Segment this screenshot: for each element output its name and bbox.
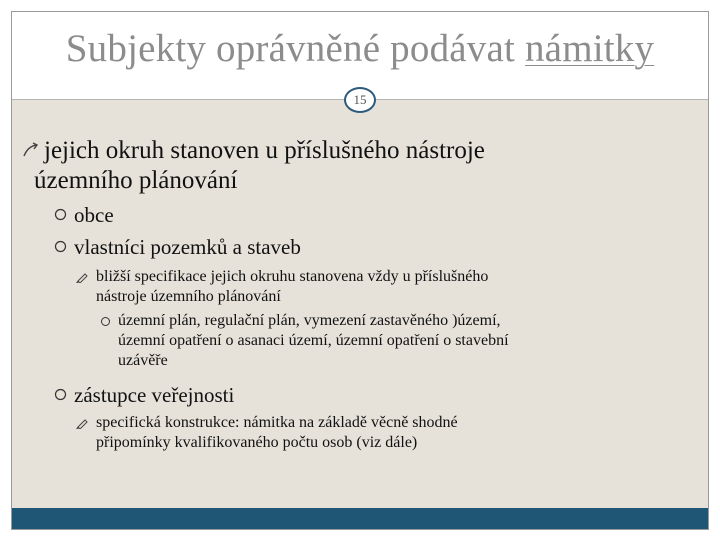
zastupce-label: zástupce veřejnosti xyxy=(74,383,235,407)
vlastnici-label: vlastníci pozemků a staveb xyxy=(74,235,301,259)
obce-label: obce xyxy=(74,203,114,227)
circle-bullet-small-icon xyxy=(100,316,111,327)
specifikace-line-1: bližší specifikace jejich okruhu stanovena vždy u příslušného xyxy=(96,268,489,285)
nastroje-line-3: uzávěře xyxy=(118,352,168,369)
bullet-item-vlastnici xyxy=(74,234,301,260)
main-line-1: jejich okruh stanoven u příslušného nástroje xyxy=(44,137,485,164)
nastroje-line-2: územní opatření o asanaci území, územní opatření o stavební xyxy=(118,332,509,349)
circle-bullet-icon xyxy=(54,208,67,221)
slide xyxy=(11,11,709,530)
page-number-badge: 15 xyxy=(344,87,376,113)
bullet-item-zastupce xyxy=(74,382,234,408)
pen-bullet-icon xyxy=(76,270,89,283)
slide-title-underlined: námitky xyxy=(524,27,655,70)
konstrukce-line-2: připomínky kvalifikovaného počtu osob (viz dále) xyxy=(96,434,418,451)
detail-item-specifikace xyxy=(96,267,656,307)
bullet-item-main xyxy=(34,136,684,196)
detail-subitem-nastroje xyxy=(118,311,658,371)
circle-bullet-icon xyxy=(54,388,67,401)
konstrukce-line-1: specifická konstrukce: námitka na základě věcně shodné xyxy=(96,414,458,431)
bullet-arrow-icon xyxy=(22,142,40,158)
slide-title-main: Subjekty oprávněné podávat xyxy=(65,27,525,70)
circle-bullet-icon xyxy=(54,240,67,253)
nastroje-line-1: územní plán, regulační plán, vymezení zastavěného )území, xyxy=(118,312,501,329)
specifikace-line-2: nástroje územního plánování xyxy=(96,288,281,305)
slide-title xyxy=(12,26,708,71)
main-line-2: územního plánování xyxy=(34,167,238,194)
footer-bar xyxy=(12,508,708,529)
slide-content xyxy=(12,100,708,510)
pen-bullet-icon xyxy=(76,416,89,429)
detail-item-konstrukce xyxy=(96,413,656,453)
bullet-item-obce xyxy=(74,202,114,228)
